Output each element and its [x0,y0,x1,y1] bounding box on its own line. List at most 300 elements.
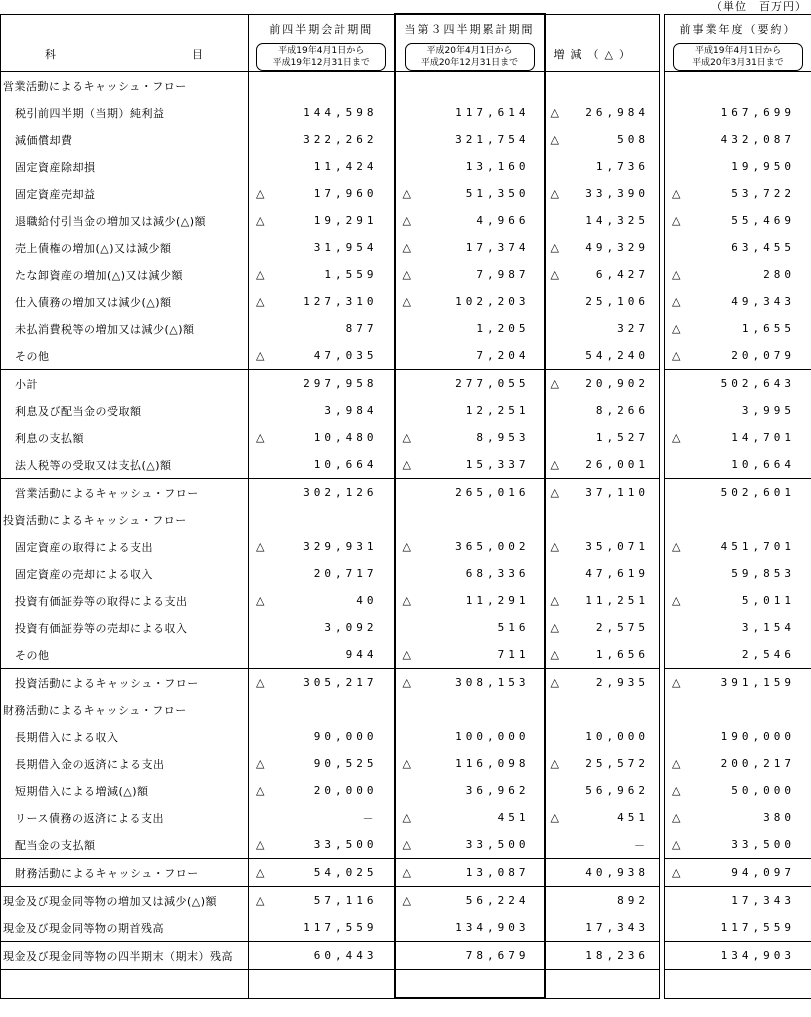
negative-sign: △ [672,322,681,335]
cell-curr [395,804,545,831]
cell-year [665,614,811,641]
cash-flow-statement-table [0,13,811,999]
header-year-range-line1: 平成19年4月1日から [695,45,781,56]
cell-diff [545,424,660,451]
negative-sign: △ [550,811,559,824]
header-subject [1,14,249,72]
statement-row [1,99,811,126]
negative-sign: △ [402,214,411,227]
cell-year [665,942,811,970]
amount-value: 329,931 [303,540,378,553]
amount-value: 134,903 [720,949,795,962]
statement-row [1,777,811,804]
cell-year [665,342,811,370]
negative-sign: △ [672,349,681,362]
cell-diff [545,777,660,804]
statement-row [1,614,811,641]
row-label: 減価償却費 [1,126,249,153]
statement-row [1,859,811,887]
statement-row [1,723,811,750]
cell-diff [545,560,660,587]
amount-value: 167,699 [720,106,795,119]
cell-prev [249,804,395,831]
cell-curr [395,234,545,261]
amount-value: 451 [497,811,530,824]
statement-row [1,641,811,669]
amount-value: 1,527 [595,431,649,444]
amount-value: 8,266 [595,404,649,417]
cell-prev [249,641,395,669]
statement-row [1,669,811,697]
cell-diff [545,614,660,641]
row-label: 固定資産の取得による支出 [1,533,249,560]
amount-value: 502,643 [720,377,795,390]
amount-value: 100,000 [455,730,530,743]
amount-value: 37,110 [585,486,649,499]
amount-value: 63,455 [731,241,795,254]
cell-year [665,315,811,342]
cell-year [665,914,811,942]
amount-value: 20,000 [313,784,378,797]
cell-diff [545,942,660,970]
cell-curr [395,479,545,507]
amount-value: 102,203 [455,295,530,308]
amount-value: 17,960 [313,187,378,200]
header-prev-range [256,43,386,71]
cell-prev [249,234,395,261]
amount-value: 1,205 [476,322,530,335]
cell-curr [395,451,545,479]
amount-value: 12,251 [465,404,530,417]
statement-row [1,126,811,153]
amount-value: 59,853 [731,567,795,580]
cell-diff [545,397,660,424]
cell-prev [249,99,395,126]
negative-sign: △ [672,784,681,797]
negative-sign: △ [402,894,411,907]
negative-sign: △ [672,838,681,851]
amount-value: 10,664 [731,458,795,471]
amount-value: 17,374 [465,241,530,254]
header-curr-range-line1: 平成20年4月1日から [426,46,513,56]
negative-sign: △ [402,811,411,824]
amount-value: 877 [345,322,378,335]
negative-sign: △ [256,894,265,907]
negative-sign: △ [550,621,559,634]
amount-value: 7,987 [476,268,530,281]
cell-diff [545,641,660,669]
statement-row [1,587,811,614]
row-label: 営業活動によるキャッシュ・フロー [1,479,249,507]
negative-sign: △ [256,784,265,797]
cell-curr [395,180,545,207]
cell-year [665,180,811,207]
cell-prev [249,370,395,398]
amount-value: 78,679 [465,949,530,962]
cell-curr [395,723,545,750]
row-label: 投資有価証券等の売却による収入 [1,614,249,641]
row-label: 固定資産除却損 [1,153,249,180]
header-year-title: 前事業年度（要約） [679,22,797,36]
negative-sign: △ [550,106,559,119]
negative-sign: △ [402,431,411,444]
negative-sign: △ [672,866,681,879]
amount-value: 117,559 [720,921,795,934]
amount-value: 50,000 [731,784,795,797]
header-curr-range-line2: 平成20年12月31日まで [420,58,519,68]
amount-value: 451 [617,811,649,824]
amount-value: 8,953 [476,431,530,444]
cell-diff [545,288,660,315]
amount-value: 5,011 [741,594,795,607]
row-label: 利息の支払額 [1,424,249,451]
header-prev-range-line2: 平成19年12月31日まで [272,57,370,68]
row-label: 長期借入による収入 [1,723,249,750]
statement-row [1,315,811,342]
negative-sign: △ [402,241,411,254]
cell-curr [395,424,545,451]
amount-value: 56,962 [585,784,649,797]
amount-value: 391,159 [720,676,795,689]
statement-row [1,887,811,915]
cell-diff [545,533,660,560]
cell-diff [545,914,660,942]
row-label: 長期借入金の返済による支出 [1,750,249,777]
cell-prev [249,914,395,942]
cell-year [665,560,811,587]
cell-curr [395,859,545,887]
cell-prev [249,506,395,533]
cell-year [665,288,811,315]
negative-sign: △ [672,187,681,200]
amount-value: 49,343 [731,295,795,308]
amount-value: － [634,838,649,852]
amount-value: 55,469 [731,214,795,227]
header-diff [545,14,660,72]
cell-diff [545,99,660,126]
negative-sign: △ [550,540,559,553]
negative-sign: △ [402,540,411,553]
amount-value: 11,424 [313,160,378,173]
cell-curr [395,99,545,126]
cell-prev [249,614,395,641]
amount-value: 265,016 [455,486,530,499]
header-subject-left: 科 [45,47,56,61]
cell-year [665,479,811,507]
amount-value: 40 [356,594,378,607]
statement-body [1,14,811,998]
cell-curr [395,533,545,560]
cell-curr [395,560,545,587]
cell-diff [545,804,660,831]
cell-prev [249,126,395,153]
cell-diff [545,370,660,398]
statement-row [1,288,811,315]
cell-curr [395,914,545,942]
amount-value: 4,966 [476,214,530,227]
row-label: 未払消費税等の増加又は減少(△)額 [1,315,249,342]
negative-sign: △ [550,486,559,499]
amount-value: 365,002 [455,540,530,553]
cell-prev [249,696,395,723]
cell-curr [395,370,545,398]
cell-diff [545,859,660,887]
amount-value: 40,938 [585,866,649,879]
amount-value: 25,572 [585,757,649,770]
statement-row [1,479,811,507]
cell-year [665,451,811,479]
cell-year [665,587,811,614]
statement-row [1,696,811,723]
header-year-range-line2: 平成20年3月31日まで [692,57,784,68]
statement-row [1,914,811,942]
amount-value: 200,217 [720,757,795,770]
cell-year [665,234,811,261]
amount-value: 53,722 [731,187,795,200]
cell-year [665,424,811,451]
negative-sign: △ [256,866,265,879]
cell-curr [395,506,545,533]
negative-sign: △ [550,268,559,281]
amount-value: 33,390 [585,187,649,200]
cell-year [665,723,811,750]
amount-value: 10,664 [313,458,378,471]
cell-prev [249,750,395,777]
amount-value: 47,619 [585,567,649,580]
row-label: その他 [1,641,249,669]
cell-prev [249,153,395,180]
statement-row [1,180,811,207]
row-label: 法人税等の受取又は支払(△)額 [1,451,249,479]
amount-value: 51,350 [465,187,530,200]
amount-value: 2,546 [741,648,795,661]
cell-curr [395,669,545,697]
row-label: 小計 [1,370,249,398]
cell-curr [395,72,545,100]
amount-value: 308,153 [455,676,530,689]
row-label: 投資活動によるキャッシュ・フロー [1,506,249,533]
amount-value: 11,291 [465,594,530,607]
statement-row [1,533,811,560]
cell-year [665,750,811,777]
negative-sign: △ [256,349,265,362]
cell-year [665,207,811,234]
amount-value: 36,962 [465,784,530,797]
negative-sign: △ [672,757,681,770]
amount-value: 3,995 [741,404,795,417]
amount-value: 711 [497,648,530,661]
header-row [1,14,811,72]
amount-value: 90,000 [313,730,378,743]
cell-prev [249,207,395,234]
cell-year [665,72,811,100]
negative-sign: △ [672,431,681,444]
cell-year [665,777,811,804]
statement-row [1,560,811,587]
statement-row [1,72,811,100]
cell-prev [249,533,395,560]
footer-rule-cell [545,970,660,999]
row-label: 投資活動によるキャッシュ・フロー [1,669,249,697]
amount-value: 68,336 [465,567,530,580]
cell-year [665,669,811,697]
row-label: 利息及び配当金の受取額 [1,397,249,424]
cell-prev [249,261,395,288]
amount-value: 13,160 [465,160,530,173]
amount-value: 54,025 [313,866,378,879]
cell-curr [395,288,545,315]
amount-value: 190,000 [720,730,795,743]
cell-curr [395,831,545,859]
statement-row [1,451,811,479]
amount-value: 502,601 [720,486,795,499]
cell-year [665,859,811,887]
amount-value: 56,224 [465,894,530,907]
amount-value: 26,984 [585,106,649,119]
header-prev-title: 前四半期会計期間 [269,22,374,36]
cell-diff [545,126,660,153]
cell-curr [395,397,545,424]
negative-sign: △ [402,676,411,689]
amount-value: 3,984 [324,404,378,417]
footer-rule-cell [395,970,545,999]
row-label: 固定資産売却益 [1,180,249,207]
negative-sign: △ [256,838,265,851]
row-label: 短期借入による増減(△)額 [1,777,249,804]
amount-value: 49,329 [585,241,649,254]
cell-curr [395,750,545,777]
cell-year [665,370,811,398]
cell-year [665,99,811,126]
row-label: 現金及び現金同等物の増加又は減少(△)額 [1,887,249,915]
negative-sign: △ [672,594,681,607]
cell-year [665,397,811,424]
row-label: 現金及び現金同等物の期首残高 [1,914,249,942]
amount-value: 280 [763,268,795,281]
amount-value: 134,903 [455,921,530,934]
cell-prev [249,180,395,207]
negative-sign: △ [550,757,559,770]
cell-diff [545,587,660,614]
row-label: 売上債権の増加(△)又は減少額 [1,234,249,261]
cell-year [665,261,811,288]
cell-prev [249,887,395,915]
amount-value: 1,736 [595,160,649,173]
header-diff-title: 増減（△） [553,47,636,61]
negative-sign: △ [672,295,681,308]
header-curr-range [405,43,535,71]
cell-curr [395,315,545,342]
amount-value: 94,097 [731,866,795,879]
cell-diff [545,723,660,750]
negative-sign: △ [672,214,681,227]
row-label: その他 [1,342,249,370]
cell-diff [545,669,660,697]
negative-sign: △ [672,540,681,553]
cell-prev [249,72,395,100]
cell-prev [249,315,395,342]
cell-year [665,126,811,153]
amount-value: 33,500 [465,838,530,851]
statement-row [1,831,811,859]
cell-curr [395,587,545,614]
negative-sign: △ [550,377,559,390]
negative-sign: △ [550,187,559,200]
negative-sign: △ [550,594,559,607]
cell-diff [545,750,660,777]
amount-value: 33,500 [731,838,795,851]
amount-value: 944 [345,648,378,661]
amount-value: 305,217 [303,676,378,689]
header-curr-period [395,14,545,72]
negative-sign: △ [256,594,265,607]
row-label: リース債務の返済による支出 [1,804,249,831]
cell-curr [395,641,545,669]
cell-curr [395,942,545,970]
cell-diff [545,342,660,370]
negative-sign: △ [402,594,411,607]
cell-year [665,831,811,859]
amount-value: 10,480 [313,431,378,444]
negative-sign: △ [550,241,559,254]
negative-sign: △ [402,295,411,308]
header-prev-range-line1: 平成19年4月1日から [278,45,365,56]
row-label: 固定資産の売却による収入 [1,560,249,587]
amount-value: 117,614 [455,106,530,119]
cell-prev [249,942,395,970]
negative-sign: △ [550,458,559,471]
amount-value: 321,754 [455,133,530,146]
footer-rule-cell [249,970,395,999]
cell-prev [249,560,395,587]
amount-value: 2,935 [595,676,649,689]
cell-diff [545,479,660,507]
amount-value: 57,116 [313,894,378,907]
cell-year [665,887,811,915]
cell-diff [545,506,660,533]
negative-sign: △ [402,838,411,851]
statement-row [1,424,811,451]
amount-value: 1,559 [324,268,378,281]
amount-value: 117,559 [303,921,378,934]
header-prior-year [665,14,811,72]
cell-diff [545,234,660,261]
statement-row [1,804,811,831]
cell-curr [395,614,545,641]
row-label: 配当金の支払額 [1,831,249,859]
negative-sign: △ [672,676,681,689]
amount-value: 35,071 [585,540,649,553]
footer-rule-cell [665,970,811,999]
negative-sign: △ [256,431,265,444]
negative-sign: △ [672,268,681,281]
unit-note: （単位 百万円） [711,0,807,13]
amount-value: 26,001 [585,458,649,471]
cell-year [665,641,811,669]
negative-sign: △ [256,757,265,770]
amount-value: 19,291 [313,214,378,227]
statement-row [1,942,811,970]
statement-row [1,207,811,234]
cell-curr [395,887,545,915]
amount-value: 327 [617,322,649,335]
row-label: 投資有価証券等の取得による支出 [1,587,249,614]
cell-year [665,804,811,831]
amount-value: 6,427 [595,268,649,281]
cell-prev [249,859,395,887]
amount-value: 33,500 [313,838,378,851]
amount-value: 18,236 [585,949,649,962]
